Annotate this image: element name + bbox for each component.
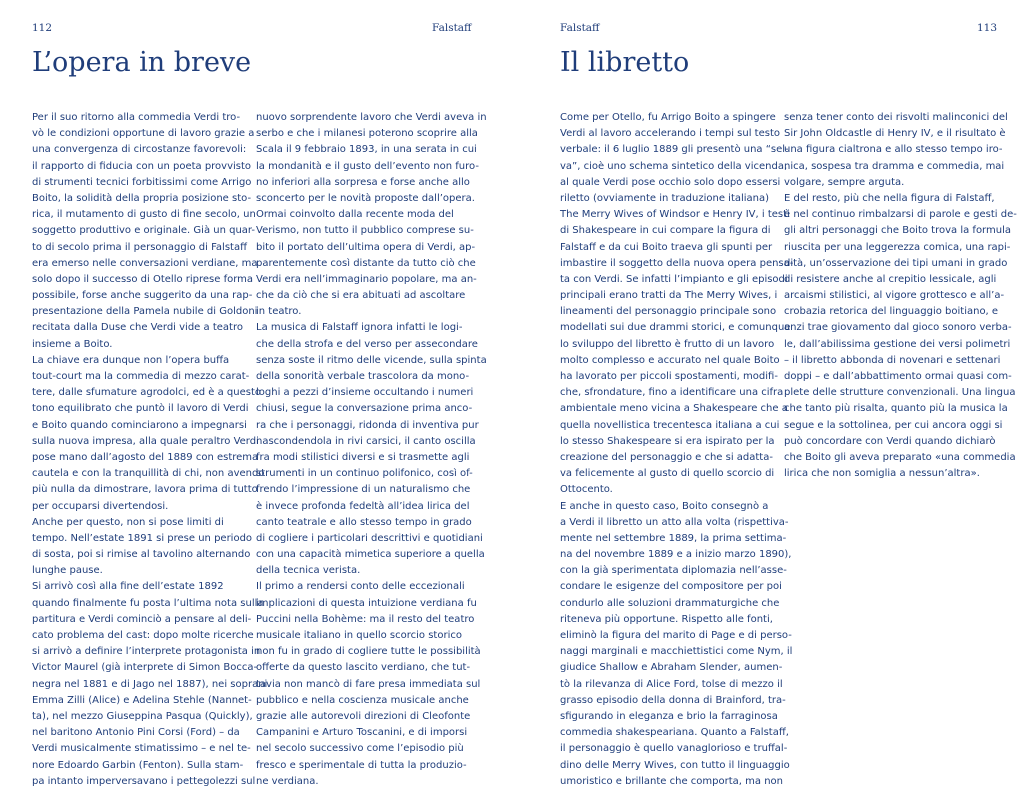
text-column-2 xyxy=(784,110,1017,482)
text-line: il personaggio è quello vanaglorioso e truffal- xyxy=(560,743,788,755)
text-line: strumenti in un continuo polifonico, così of- xyxy=(256,468,473,480)
text-line: recitata dalla Duse che Verdi vide a teatro xyxy=(32,322,243,334)
text-line: grasso episodio della donna di Brainford, tra- xyxy=(560,694,786,706)
text-line: tavia non mancò di fare presa immediata sul xyxy=(256,678,481,690)
text-line: tono equilibrato che puntò il lavoro di Verdi xyxy=(32,403,249,415)
text-line: tò la rilevanza di Alice Ford, tolse di mezzo il xyxy=(560,678,783,690)
text-line: può concordare con Verdi quando dichiarò xyxy=(784,435,996,447)
text-line: na del novembre 1889 e a inizio marzo 1890), xyxy=(560,549,792,561)
text-line: Victor Maurel (già interprete di Simon Bocca- xyxy=(32,662,258,674)
text-line: parentemente così distante da tutto ciò che xyxy=(256,257,476,269)
text-line: umoristico e brillante che comporta, ma non xyxy=(560,775,783,787)
text-line: Boito, la solidità della propria posizione sto- xyxy=(32,192,252,204)
text-line: Verdi al lavoro accelerando i tempi sul testo xyxy=(560,128,781,140)
text-line: grazie alle autorevoli direzioni di Cleofonte xyxy=(256,710,471,722)
text-line: imbastire il soggetto della nuova opera pensa- xyxy=(560,257,794,269)
text-line: to di secolo prima il personaggio di Falstaff xyxy=(32,241,247,253)
text-line: bito il portato dell’ultima opera di Verdi, ap- xyxy=(256,241,476,253)
text-line: una figura cialtrona e allo stesso tempo iro- xyxy=(784,144,1003,156)
text-line: modellati sui due drammi storici, e comunque xyxy=(560,322,791,334)
text-line: è invece profonda fedeltà all’idea lirica del xyxy=(256,500,470,512)
text-line: il rapporto di fiducia con un poeta provvisto xyxy=(32,160,252,172)
text-line: The Merry Wives of Windsor e Henry IV, i testi xyxy=(560,209,790,221)
text-line: quella novellistica trecentesca italiana a cui xyxy=(560,419,780,431)
text-line: possibile, forse anche suggerito da una rap- xyxy=(32,290,253,302)
text-line: va”, cioè uno schema sintetico della vicenda, xyxy=(560,160,788,172)
text-line: che da ciò che si era abituati ad ascoltare xyxy=(256,290,466,302)
text-line: senza tener conto dei risvolti malinconici del xyxy=(784,112,1008,123)
text-line: in teatro. xyxy=(256,306,302,318)
text-line: della sonorità verbale trascolora da mono- xyxy=(256,371,470,382)
text-line: anzi trae giovamento dal gioco sonoro verba- xyxy=(784,322,1012,334)
text-line: Verdi musicalmente stimatissimo – e nel te- xyxy=(32,743,251,755)
text-line: di sosta, poi si rimise al tavolino alternando xyxy=(32,549,251,561)
text-line: nica, sospesa tra dramma e commedia, mai xyxy=(784,160,1005,172)
text-line: pubblico e nella coscienza musicale anche xyxy=(256,694,469,706)
text-line: la mondanità e il gusto dell’evento non furo- xyxy=(256,160,479,172)
text-line: tere, dalle sfumature agrodolci, ed è a questo xyxy=(32,387,262,399)
text-line: giudice Shallow e Abraham Slender, aumen- xyxy=(560,662,783,674)
text-line: commedia shakespeariana. Quanto a Falstaff, xyxy=(560,727,789,739)
text-line: di cogliere i particolari descrittivi e quotidiani xyxy=(256,532,483,544)
text-line: nore Edoardo Garbin (Fenton). Sulla stam- xyxy=(32,759,244,771)
text-line: dino delle Merry Wives, con tutto il linguaggio xyxy=(560,759,790,771)
text-line: vò le condizioni opportune di lavoro grazie a xyxy=(32,128,255,140)
text-line: con la già sperimentata diplomazia nell’asse- xyxy=(560,565,787,577)
text-line: riteneva più opportune. Rispetto alle fonti, xyxy=(560,613,773,625)
text-line: no inferiori alla sorpresa e forse anche allo xyxy=(256,176,470,188)
text-line: Come per Otello, fu Arrigo Boito a spingere xyxy=(560,112,776,123)
text-line: doppi – e dall’abbattimento ormai quasi com- xyxy=(784,371,1012,382)
text-column-1 xyxy=(560,110,794,790)
text-line: Verdi era nell’immaginario popolare, ma an- xyxy=(256,273,477,285)
text-line: di strumenti tecnici forbitissimi come Arrigo xyxy=(32,176,252,188)
text-line: presentazione della Pamela nubile di Goldoni xyxy=(32,306,258,318)
text-line: Per il suo ritorno alla commedia Verdi tro- xyxy=(32,112,241,123)
text-line: condare le esigenze del compositore per poi xyxy=(560,581,782,593)
text-line: insieme a Boito. xyxy=(32,338,113,350)
text-line: La chiave era dunque non l’opera buffa xyxy=(32,354,230,366)
text-line: della tecnica verista. xyxy=(256,565,361,577)
text-line: cautela e con la tranquillità di chi, non avendo xyxy=(32,468,265,480)
text-line: plete delle strutture convenzionali. Una lingua xyxy=(784,387,1016,399)
text-line: rica, il mutamento di gusto di fine secolo, un xyxy=(32,209,256,221)
text-line: arcaismi stilistici, al vigore grottesco e all’a- xyxy=(784,290,1005,302)
text-line: ha lavorato per piccoli spostamenti, modifi- xyxy=(560,371,778,382)
text-line: mente nel settembre 1889, la prima settima- xyxy=(560,532,787,544)
text-line: verbale: il 6 luglio 1889 gli presentò una “sel- xyxy=(560,144,789,156)
page-number: 112 xyxy=(32,22,53,34)
text-line: lo stesso Shakespeare si era ispirato per la xyxy=(560,435,775,447)
text-line: molto complesso e accurato nel quale Boito xyxy=(560,354,780,366)
text-line: riletto (ovviamente in traduzione italiana) xyxy=(560,192,770,204)
text-column-1 xyxy=(32,110,268,790)
text-line: E anche in questo caso, Boito consegnò a xyxy=(560,500,769,512)
text-line: lunghe pause. xyxy=(32,565,103,577)
text-line: fresco e sperimentale di tutta la produzio- xyxy=(256,759,467,771)
text-line: una convergenza di circostanze favorevoli: xyxy=(32,144,247,156)
text-line: frendo l’impressione di un naturalismo che xyxy=(256,484,471,496)
text-line: va felicemente al gusto di quello scorcio di xyxy=(560,468,775,480)
text-column-2 xyxy=(256,110,487,790)
page-number: 113 xyxy=(977,22,998,34)
text-line: si arrivò a definire l’interprete protagonista in xyxy=(32,646,261,658)
text-line: ambientale meno vicina a Shakespeare che a xyxy=(560,403,788,415)
text-line: Anche per questo, non si pose limiti di xyxy=(32,516,224,528)
text-line: nel baritono Antonio Pini Corsi (Ford) – da xyxy=(32,727,240,739)
text-line: La musica di Falstaff ignora infatti le logi- xyxy=(256,322,463,334)
text-line: dità, un’osservazione dei tipi umani in grado xyxy=(784,257,1008,269)
text-line: fra modi stilistici diversi e si trasmette agli xyxy=(256,451,470,463)
page-title: Il libretto xyxy=(560,47,690,78)
running-head: Falstaff xyxy=(432,22,472,34)
text-line: non fu in grado di cogliere tutte le possibilità xyxy=(256,646,481,658)
text-line: era emerso nelle conversazioni verdiane, ma xyxy=(32,257,258,269)
text-line: pa intanto imperversavano i pettegolezzi sul xyxy=(32,775,256,787)
text-line: tout-court ma la commedia di mezzo carat- xyxy=(32,371,250,382)
text-line: più nulla da dimostrare, lavora prima di tutto xyxy=(32,484,258,496)
text-line: con una capacità mimetica superiore a quella xyxy=(256,549,485,561)
text-line: soggetto produttivo e originale. Già un quar- xyxy=(32,225,255,237)
text-line: lirica che non somiglia a nessun’altra». xyxy=(784,468,980,480)
text-line: cato problema del cast: dopo molte ricerche xyxy=(32,630,254,641)
text-line: solo dopo il successo di Otello riprese forma xyxy=(32,273,254,285)
text-line: negra nel 1881 e di Jago nel 1887), nei soprani xyxy=(32,678,268,690)
text-line: ta con Verdi. Se infatti l’impianto e gli episodi xyxy=(560,273,788,285)
text-line: sulla nuova impresa, alla quale peraltro Verdi xyxy=(32,435,259,447)
text-line: che della strofa e del verso per assecondare xyxy=(256,338,478,350)
text-line: chiusi, segue la conversazione prima anco- xyxy=(256,403,473,415)
text-line: a Verdi il libretto un atto alla volta (rispettiva- xyxy=(560,516,789,528)
text-line: e Boito quando cominciarono a impegnarsi xyxy=(32,419,247,431)
text-line: serbo e che i milanesi poterono scoprire alla xyxy=(256,128,478,140)
text-line: al quale Verdi pose occhio solo dopo essersi xyxy=(560,176,781,188)
text-line: senza soste il ritmo delle vicende, sulla spinta xyxy=(256,354,487,366)
text-line: di resistere anche al crepitio lessicale, agli xyxy=(784,273,997,285)
text-line: Ormai coinvolto dalla recente moda del xyxy=(256,209,454,221)
text-line: musicale italiano in quello scorcio storico xyxy=(256,630,462,641)
text-line: ta), nel mezzo Giuseppina Pasqua (Quickly), xyxy=(32,710,253,722)
text-line: che tanto più risalta, quanto più la musica la xyxy=(784,403,1008,415)
text-line: gli altri personaggi che Boito trova la formula xyxy=(784,225,1011,237)
text-line: quando finalmente fu posta l’ultima nota sulla xyxy=(32,597,264,609)
text-line: ne verdiana. xyxy=(256,775,319,787)
text-line: Il primo a rendersi conto delle eccezionali xyxy=(256,581,465,593)
text-line: Si arrivò così alla fine dell’estate 1892 xyxy=(32,581,224,593)
page-title: L’opera in breve xyxy=(32,47,252,78)
right-page xyxy=(512,0,1024,787)
text-line: pose mano dall’agosto del 1889 con estrema xyxy=(32,451,259,463)
text-line: offerte da questo lascito verdiano, che tut- xyxy=(256,662,471,674)
text-line: eliminò la figura del marito di Page e di perso- xyxy=(560,630,792,641)
text-line: Sir John Oldcastle di Henry IV, e il risultato è xyxy=(784,128,1006,140)
text-line: segue e la sottolinea, per cui ancora oggi si xyxy=(784,419,1003,431)
text-line: Puccini nella Bohème: ma il resto del teatro xyxy=(256,613,475,625)
text-line: lo sviluppo del libretto è frutto di un lavoro xyxy=(560,338,775,350)
text-line: nascondendola in rivi carsici, il canto oscilla xyxy=(256,435,476,447)
text-line: ra che i personaggi, ridonda di inventiva pur xyxy=(256,419,479,431)
text-line: lineamenti del personaggio principale sono xyxy=(560,306,777,318)
text-line: è nel continuo rimbalzarsi di parole e gesti de- xyxy=(784,209,1017,221)
text-line: nel secolo successivo come l’episodio più xyxy=(256,743,464,755)
text-line: volgare, sempre arguta. xyxy=(784,176,905,188)
text-line: partitura e Verdi cominciò a pensare al deli- xyxy=(32,613,252,625)
text-line: naggi marginali e macchiettistici come Nym, il xyxy=(560,646,793,658)
text-line: Ottocento. xyxy=(560,484,613,496)
text-line: condurlo alle soluzioni drammaturgiche che xyxy=(560,597,780,609)
text-line: principali erano tratti da The Merry Wives, i xyxy=(560,290,778,302)
text-line: sconcerto per le novità proposte dall’opera. xyxy=(256,192,475,204)
text-line: nuovo sorprendente lavoro che Verdi aveva in xyxy=(256,112,487,123)
text-line: Verismo, non tutto il pubblico comprese su- xyxy=(256,225,474,237)
text-line: sfigurando in eleganza e brio la farraginosa xyxy=(560,710,778,722)
left-page xyxy=(0,0,512,787)
text-line: di Shakespeare in cui compare la figura di xyxy=(560,225,771,237)
text-line: E del resto, più che nella figura di Falstaff, xyxy=(784,192,995,204)
text-line: implicazioni di questa intuizione verdiana fu xyxy=(256,597,477,609)
running-head: Falstaff xyxy=(560,22,600,34)
text-line: che Boito gli aveva preparato «una commedia xyxy=(784,451,1016,463)
text-line: creazione del personaggio e che si adatta- xyxy=(560,451,773,463)
text-line: – il libretto abbonda di novenari e settenari xyxy=(784,354,1001,366)
text-line: che, sfrondature, fino a identificare una cifra xyxy=(560,387,784,399)
text-line: canto teatrale e allo stesso tempo in grado xyxy=(256,516,472,528)
text-line: crobazia retorica del linguaggio boitiano, e xyxy=(784,306,999,318)
text-line: Falstaff e da cui Boito traeva gli spunti per xyxy=(560,241,773,253)
text-line: per occuparsi divertendosi. xyxy=(32,500,169,512)
text-line: Campanini e Arturo Toscanini, e di imporsi xyxy=(256,727,468,739)
text-line: loghi a pezzi d’insieme occultando i numeri xyxy=(256,387,474,399)
text-line: riuscita per una leggerezza comica, una rapi- xyxy=(784,241,1011,253)
text-line: Scala il 9 febbraio 1893, in una serata in cui xyxy=(256,144,477,156)
text-line: tempo. Nell’estate 1891 si prese un periodo xyxy=(32,532,253,544)
text-line: le, dall’abilissima gestione dei versi polimetri xyxy=(784,338,1011,350)
text-line: Emma Zilli (Alice) e Adelina Stehle (Nannet- xyxy=(32,694,252,706)
